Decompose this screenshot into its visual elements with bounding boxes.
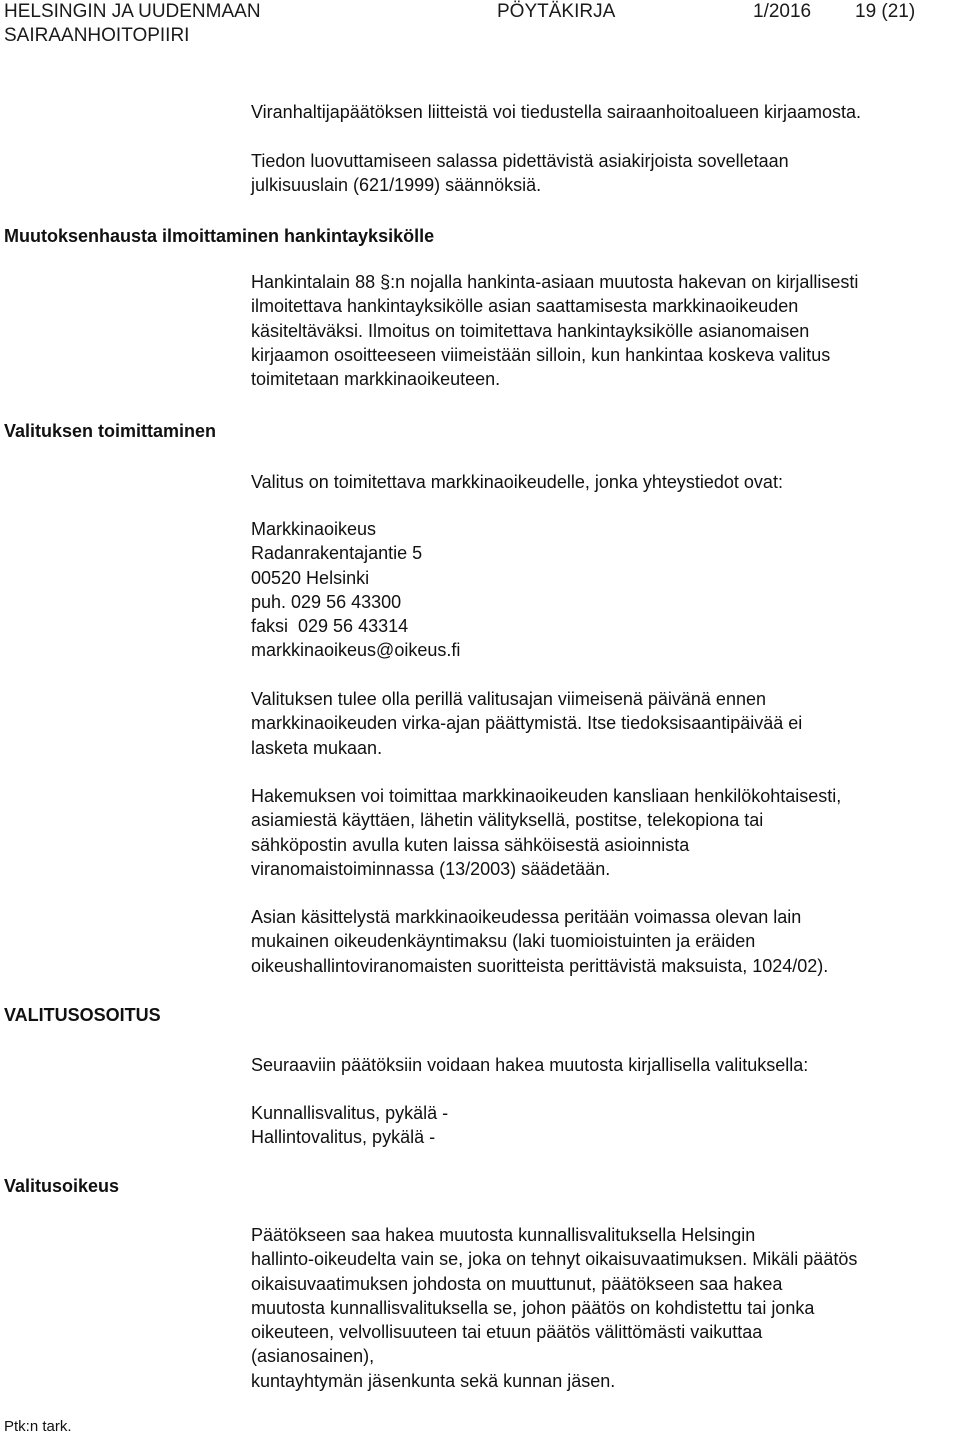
paragraph-line: Kunnallisvalitus, pykälä -	[251, 1103, 449, 1123]
paragraph-line: oikeushallintoviranomaisten suoritteista perittävistä maksuista, 1024/02).	[251, 955, 829, 976]
paragraph-line: Viranhaltijapäätöksen liitteistä voi tiedustella sairaanhoitoalueen kirjaamosta.	[251, 102, 862, 122]
paragraph-line: toimitetaan markkinaoikeuteen.	[251, 369, 501, 390]
paragraph-line: Valitus on toimitettava markkinaoikeudelle, jonka yhteystiedot ovat:	[251, 472, 783, 492]
paragraph-valituskelpoiset	[251, 1053, 959, 1077]
paragraph-hankintalaki	[251, 270, 959, 391]
section-label-valitusosoitus: VALITUSOSOITUS	[4, 1005, 161, 1025]
paragraph-line: oikeuteen, velvollisuuteen tai etuun päätös välittömästi vaikuttaa	[251, 1322, 763, 1343]
address-phone: puh. 029 56 43300	[251, 591, 402, 612]
paragraph-line: käsiteltäväksi. Ilmoitus on toimitettava hankintayksikölle asianomaisen	[251, 320, 810, 341]
document-number: 1/2016	[753, 1, 812, 22]
paragraph-line: Seuraaviin päätöksiin voidaan hakea muutosta kirjallisella valituksella:	[251, 1055, 809, 1075]
paragraph-line: Asian käsittelystä markkinaoikeudessa peritään voimassa olevan lain	[251, 907, 802, 927]
paragraph-line: ilmoitettava hankintayksikölle asian saattamisesta markkinaoikeuden	[251, 296, 799, 317]
paragraph-line: viranomaistoiminnassa (13/2003) säädetään.	[251, 858, 611, 879]
address-name: Markkinaoikeus	[251, 519, 377, 539]
paragraph-valitusaika	[251, 687, 959, 760]
paragraph-liitteet	[251, 100, 959, 124]
footer-ptk-tark: Ptk:n tark.	[4, 1418, 72, 1435]
paragraph-line: hallinto-oikeudelta vain se, joka on tehnyt oikaisuvaatimuksen. Mikäli päätös	[251, 1249, 858, 1270]
paragraph-line: kirjaamon osoitteeseen viimeistään silloin, kun hankintaa koskeva valitus	[251, 344, 831, 365]
paragraph-line: Hankintalain 88 §:n nojalla hankinta-asiaan muutosta hakevan on kirjallisesti	[251, 272, 859, 292]
paragraph-line: lasketa mukaan.	[251, 737, 383, 758]
paragraph-valitus-toimitettava	[251, 470, 959, 494]
page-number: 19 (21)	[855, 1, 916, 22]
paragraph-line: Valituksen tulee olla perillä valitusajan viimeisenä päivänä ennen	[251, 689, 766, 709]
document-type: PÖYTÄKIRJA	[497, 1, 616, 22]
organization-name-line: HELSINGIN JA UUDENMAAN	[4, 1, 261, 22]
organization-name	[4, 0, 261, 48]
paragraph-oikeudenkayntimaksu	[251, 905, 959, 978]
section-label-valituksen-toimittaminen: Valituksen toimittaminen	[4, 421, 217, 441]
paragraph-line: julkisuuslain (621/1999) säännöksiä.	[251, 175, 542, 196]
address-fax: faksi 029 56 43314	[251, 616, 409, 637]
paragraph-salassapito	[251, 149, 959, 198]
organization-name-line: SAIRAANHOITOPIIRI	[4, 25, 190, 46]
paragraph-toimittaminen	[251, 784, 959, 881]
paragraph-line: Päätökseen saa hakea muutosta kunnallisvalituksella Helsingin	[251, 1225, 756, 1245]
paragraph-line: (asianosainen),	[251, 1346, 375, 1367]
paragraph-valitusoikeus	[251, 1223, 959, 1393]
paragraph-pykalat	[251, 1101, 959, 1150]
paragraph-line: Hallintovalitus, pykälä -	[251, 1127, 436, 1148]
paragraph-line: kuntayhtymän jäsenkunta sekä kunnan jäsen.	[251, 1370, 616, 1391]
paragraph-line: mukainen oikeudenkäyntimaksu (laki tuomioistuinten ja eräiden	[251, 931, 756, 952]
paragraph-line: asiamiestä käyttäen, lähetin välityksellä, postitse, telekopiona tai	[251, 810, 764, 831]
address-postal: 00520 Helsinki	[251, 567, 370, 588]
paragraph-line: Hakemuksen voi toimittaa markkinaoikeuden kansliaan henkilökohtaisesti,	[251, 786, 842, 806]
paragraph-line: sähköpostin avulla kuten laissa sähköisestä asioinnista	[251, 834, 690, 855]
address-email: markkinaoikeus@oikeus.fi	[251, 640, 461, 661]
address-block	[251, 517, 959, 663]
paragraph-line: muutosta kunnallisvalituksella se, johon päätös on kohdistettu tai jonka	[251, 1297, 815, 1318]
paragraph-line: Tiedon luovuttamiseen salassa pidettävistä asiakirjoista sovelletaan	[251, 151, 789, 171]
address-street: Radanrakentajantie 5	[251, 543, 423, 564]
paragraph-line: oikaisuvaatimuksen johdosta on muuttunut, päätökseen saa hakea	[251, 1273, 783, 1294]
section-label-valitusoikeus: Valitusoikeus	[4, 1176, 120, 1196]
section-label-muutoksenhaku: Muutoksenhausta ilmoittaminen hankintayksikölle	[4, 226, 435, 246]
paragraph-line: markkinaoikeuden virka-ajan päättymistä. Itse tiedoksisaantipäivää ei	[251, 713, 803, 734]
